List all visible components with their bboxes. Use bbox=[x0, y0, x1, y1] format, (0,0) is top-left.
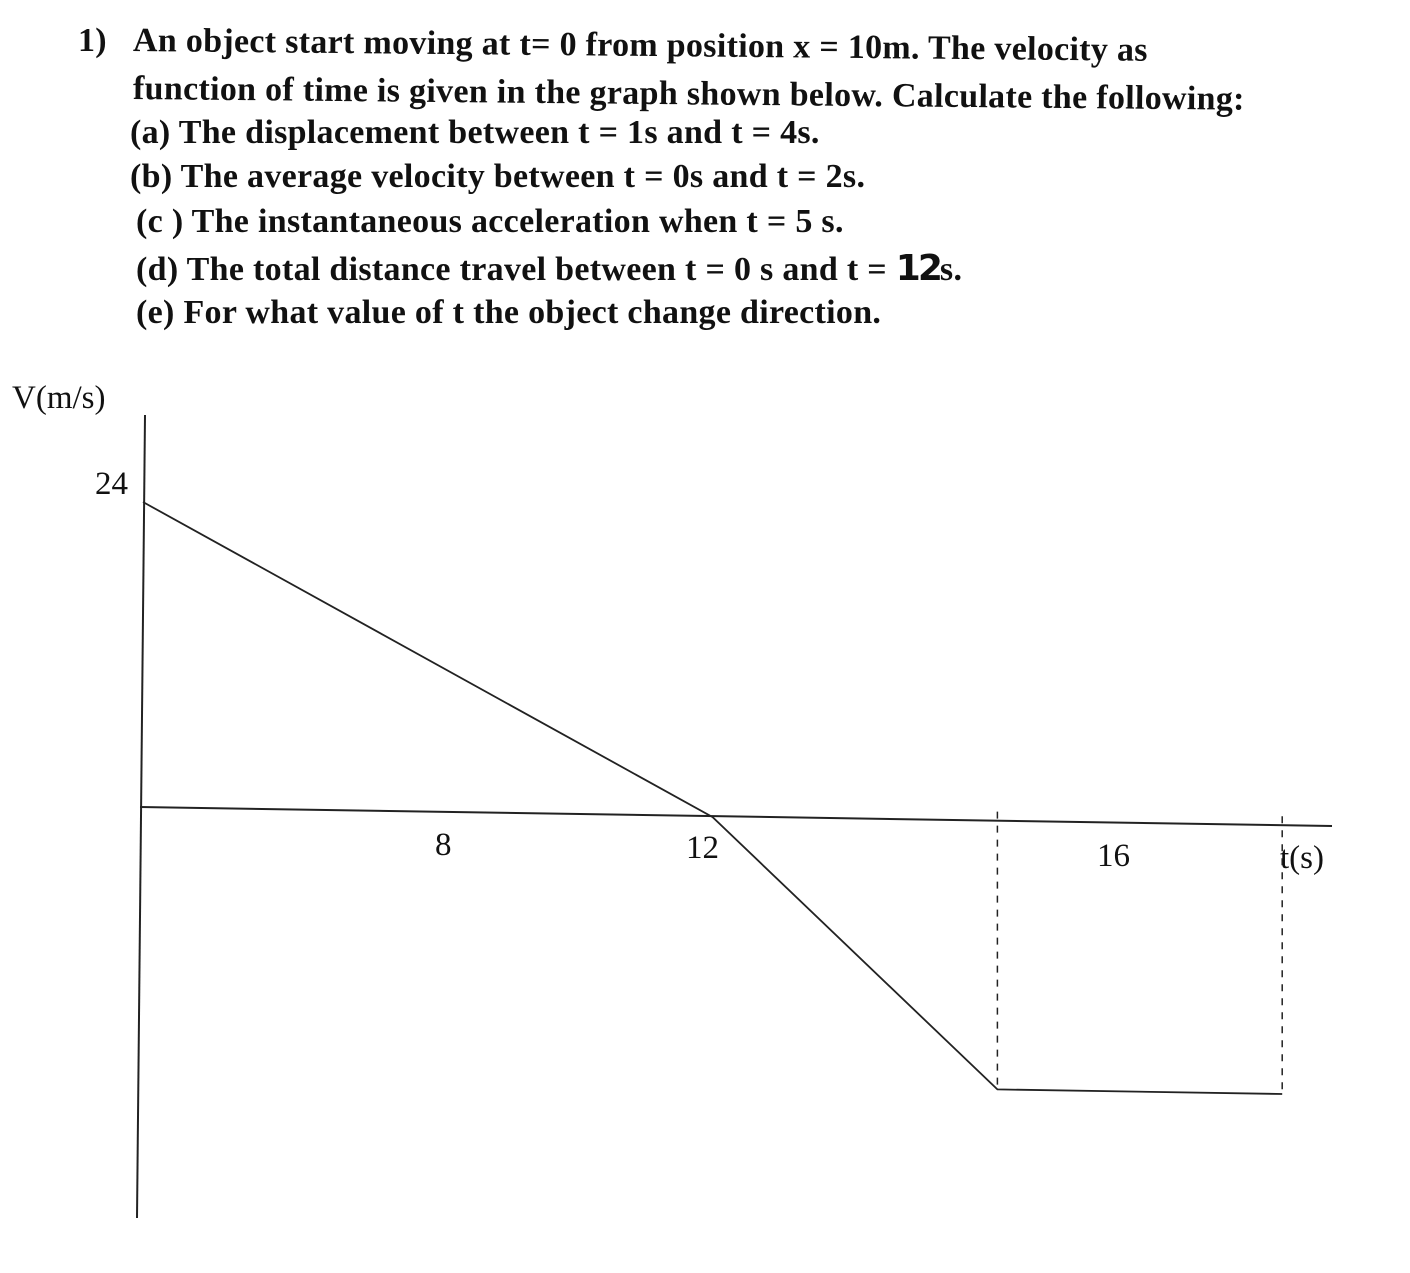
x-tick-label-12: 12 bbox=[686, 830, 719, 866]
part-d-suffix: s. bbox=[939, 251, 963, 288]
part-e-label: (e) bbox=[136, 294, 175, 331]
y-tick-label-24: 24 bbox=[95, 466, 128, 502]
part-d-label: (d) bbox=[136, 251, 179, 288]
y-axis bbox=[137, 415, 145, 1218]
x-axis-label: t(s) bbox=[1280, 840, 1324, 876]
handwritten-value: 12 bbox=[895, 248, 940, 289]
part-c-label: (c ) bbox=[136, 203, 184, 240]
y-axis-label: V(m/s) bbox=[12, 380, 106, 416]
part-e-text: For what value of t the object change direction. bbox=[183, 294, 882, 331]
question-line-2: function of time is given in the graph shown below. Calculate the following: bbox=[132, 70, 1245, 118]
part-c-text: The instantaneous acceleration when t = 5 s. bbox=[191, 203, 844, 240]
part-b-text: The average velocity between t = 0s and t = 2s. bbox=[180, 158, 866, 195]
part-b-label: (b) bbox=[130, 158, 173, 195]
question-number: 1) bbox=[78, 22, 107, 59]
question-line-1: An object start moving at t= 0 from position x = 10m. The velocity as bbox=[132, 22, 1148, 69]
x-tick-label-16: 16 bbox=[1097, 838, 1130, 874]
velocity-line bbox=[143, 502, 1282, 1094]
part-d-text: The total distance travel between t = 0 s and t = bbox=[186, 251, 896, 288]
part-a-label: (a) bbox=[130, 114, 171, 151]
part-a-text: The displacement between t = 1s and t = 4s. bbox=[178, 114, 820, 151]
x-axis bbox=[140, 807, 1332, 826]
x-tick-label-8: 8 bbox=[435, 827, 452, 863]
